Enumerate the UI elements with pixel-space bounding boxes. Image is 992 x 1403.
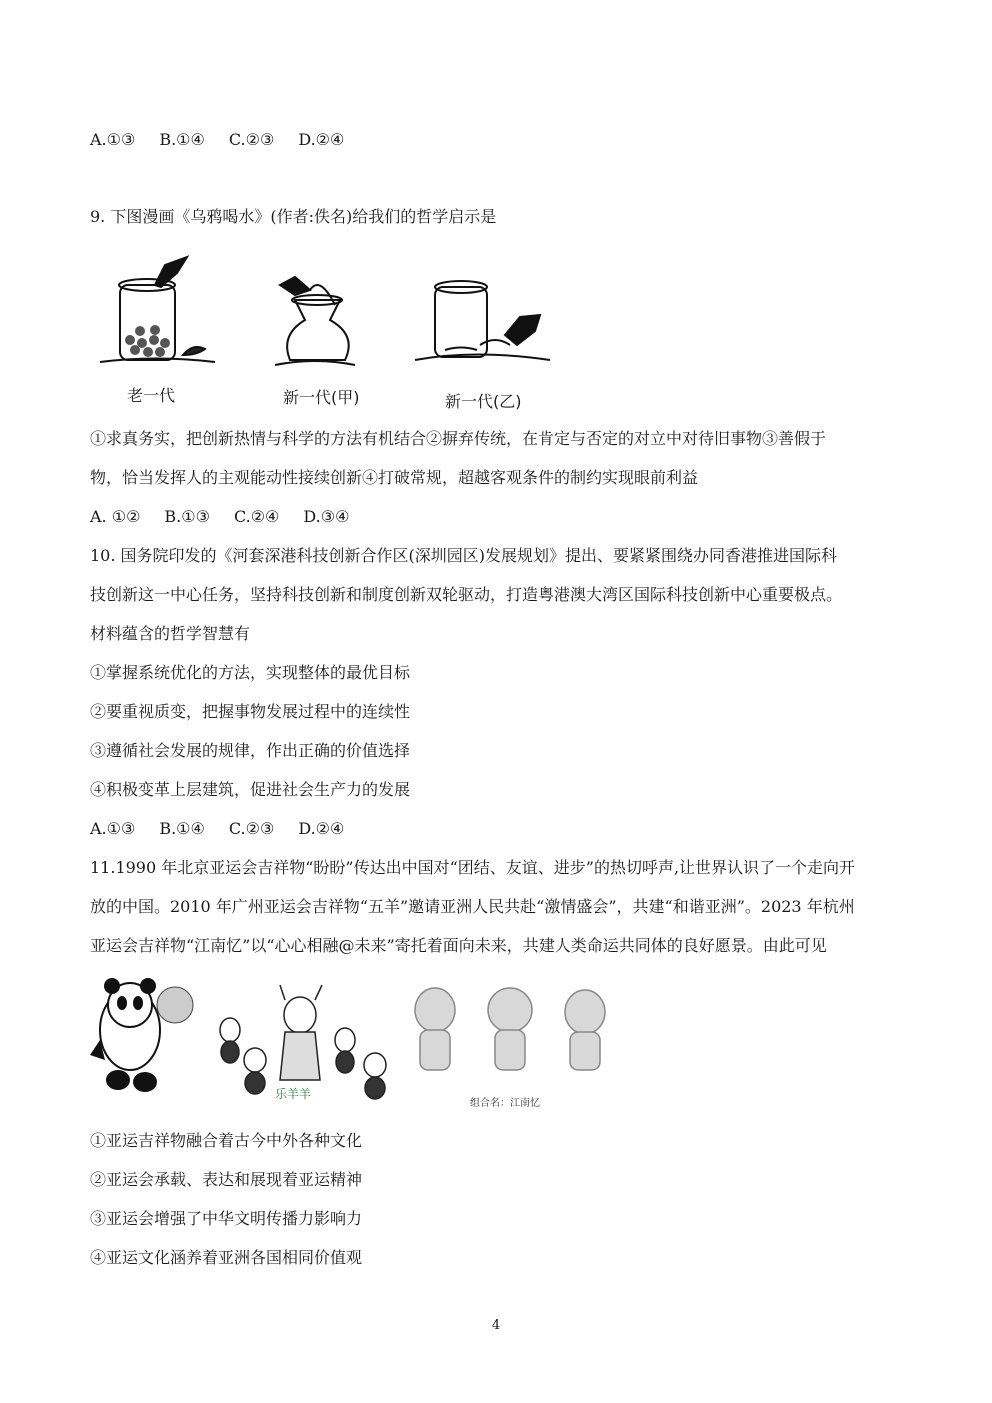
five-goats-mascot-image	[220, 985, 386, 1099]
q10-item-2: ②要重视质变，把握事物发展过程中的连续性	[90, 702, 411, 721]
q11-stem-line2: 放的中国。2010 年广州亚运会吉祥物“五羊”邀请亚洲人民共赴“激情盛会”，共建“和谐亚洲”。2023 年杭州	[90, 897, 855, 916]
comic-caption-2: 新一代(甲)	[283, 388, 360, 407]
goat-label: 乐羊羊	[275, 1087, 312, 1101]
q11-stem-line1: 11.1990 年北京亚运会吉祥物“盼盼”传达出中国对“团结、友谊、进步”的热切呼声,让世界认识了一个走向开	[90, 858, 856, 877]
q10-option-c: C.②③	[228, 819, 275, 838]
q11-item-3: ③亚运会增强了中华文明传播力影响力	[90, 1209, 363, 1228]
q9-stem: 9. 下图漫画《乌鸦喝水》(作者:佚名)给我们的哲学启示是	[90, 207, 497, 226]
q8-option-c: C.②③	[228, 130, 275, 149]
q10-item-4: ④积极变革上层建筑，促进社会生产力的发展	[90, 780, 411, 799]
comic-panel-new-generation-b	[415, 281, 550, 360]
q10-item-1: ①掌握系统优化的方法，实现整体的最优目标	[90, 663, 411, 682]
q10-stem-line2: 技创新这一中心任务，坚持科技创新和制度创新双轮驱动，打造粤港澳大湾区国际科技创新中心重要极点。	[90, 585, 843, 604]
comic-caption-1: 老一代	[127, 386, 176, 405]
q8-option-a: A.①③	[90, 130, 136, 149]
page-number: 4	[491, 1318, 501, 1333]
q11-stem-line3: 亚运会吉祥物“江南忆”以“心心相融@未来”寄托着面向未来，共建人类命运共同体的良好愿景。由此可见	[90, 936, 827, 955]
q10-option-b: B.①④	[159, 819, 205, 838]
q9-option-a: A. ①②	[90, 507, 141, 526]
comic-caption-3: 新一代(乙)	[445, 392, 522, 411]
comic-panel-old-generation	[100, 257, 215, 362]
q10-options	[90, 819, 368, 839]
jiangnanyi-label: 组合名：江南忆	[470, 1098, 540, 1109]
q9-items-line2: 物，恰当发挥人的主观能动性接续创新④打破常规，超越客观条件的制约实现眼前利益	[90, 468, 699, 487]
comic-panel-new-generation-a	[275, 277, 355, 365]
q9-option-b: B.①③	[164, 507, 210, 526]
q10-option-a: A.①③	[90, 819, 136, 838]
jiangnanyi-mascots-image	[415, 988, 605, 1070]
q9-options	[90, 507, 373, 527]
q10-option-d: D.②④	[298, 819, 345, 838]
q9-option-d: D.③④	[303, 507, 350, 526]
q10-stem-line3: 材料蕴含的哲学智慧有	[90, 624, 251, 643]
q8-option-b: B.①④	[159, 130, 205, 149]
q10-item-3: ③遵循社会发展的规律，作出正确的价值选择	[90, 741, 411, 760]
q9-option-c: C.②④	[233, 507, 280, 526]
q11-item-2: ②亚运会承载、表达和展现着亚运精神	[90, 1170, 363, 1189]
q9-items-line1: ①求真务实，把创新热情与科学的方法有机结合②摒弃传统，在肯定与否定的对立中对待旧事物③善假于	[90, 429, 827, 448]
asian-games-mascots-figure	[90, 970, 630, 1120]
q8-option-d: D.②④	[298, 130, 345, 149]
q8-options	[90, 130, 368, 150]
q10-stem-line1: 10. 国务院印发的《河套深港科技创新合作区(深圳园区)发展规划》提出、要紧紧围绕办同香港推进国际科	[90, 546, 838, 565]
q11-item-1: ①亚运吉祥物融合着古今中外各种文化	[90, 1131, 363, 1150]
panda-mascot-image	[90, 978, 193, 1092]
q11-item-4: ④亚运文化涵养着亚洲各国相同价值观	[90, 1248, 363, 1267]
